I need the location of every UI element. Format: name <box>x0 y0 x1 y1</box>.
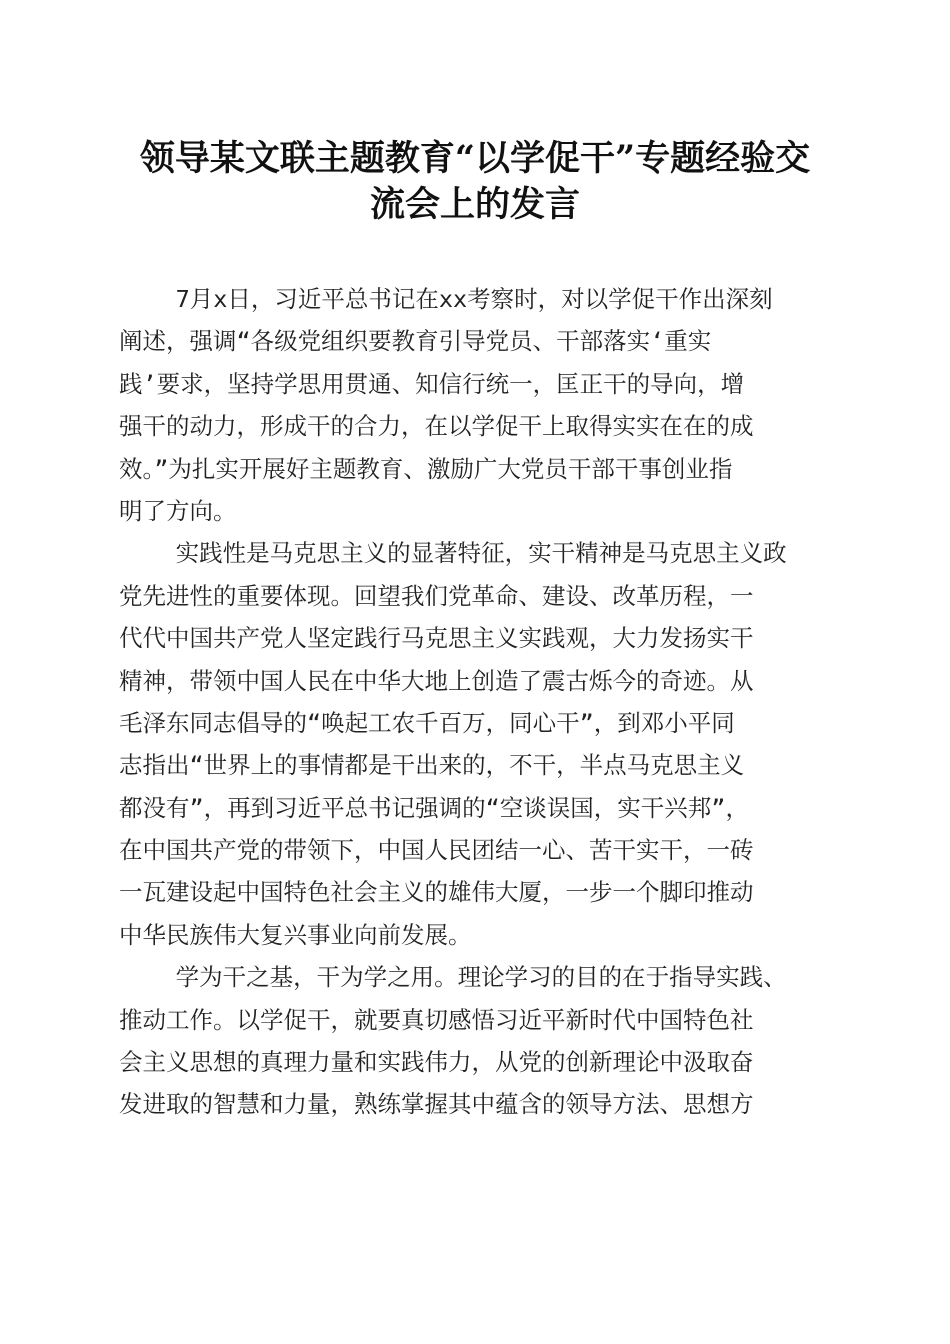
text-line: 7月x日，习近平总书记在xx考察时，对以学促干作出深刻 <box>119 285 773 313</box>
text-line: 学为干之基，干为学之用。理论学习的目的在于指导实践、 <box>119 963 787 992</box>
text-line: 代代中国共产党人坚定践行马克思主义实践观，大力发扬实干 <box>119 624 754 653</box>
text-line: 毛泽东同志倡导的“唤起工农千百万，同心干”，到邓小平同 <box>119 708 735 737</box>
text-line: 践’要求，坚持学思用贯通、知信行统一，匡正干的导向，增 <box>119 369 745 398</box>
text-line: 都没有”，再到习近平总书记强调的“空谈误国，实干兴邦”， <box>119 793 749 822</box>
text-line: 发进取的智慧和力量，熟练掌握其中蕴含的领导方法、思想方 <box>119 1090 754 1119</box>
text-line: 阐述，强调“各级党组织要教育引导党员、干部落实‘重实 <box>119 327 712 356</box>
text-line: 精神，带领中国人民在中华大地上创造了震古烁今的奇迹。从 <box>119 666 754 695</box>
text-line: 党先进性的重要体现。回望我们党革命、建设、改革历程，一 <box>119 581 754 610</box>
title-line: 流会上的发言 <box>369 184 580 225</box>
text-line: 强干的动力，形成干的合力，在以学促干上取得实实在在的成 <box>119 412 754 441</box>
text-line: 实践性是马克思主义的显著特征，实干精神是马克思主义政 <box>119 539 787 568</box>
text-line: 效。”为扎实开展好主题教育、激励广大党员干部干事创业指 <box>119 454 733 483</box>
document-title <box>100 136 850 228</box>
title-line: 领导某文联主题教育“以学促干”专题经验交 <box>139 138 811 179</box>
text-line: 推动工作。以学促干，就要真切感悟习近平新时代中国特色社 <box>119 1005 754 1034</box>
paragraph-2 <box>119 532 831 956</box>
text-line: 志指出“世界上的事情都是干出来的，不干，半点马克思主义 <box>119 751 745 780</box>
paragraph-3 <box>119 956 831 1126</box>
text-line: 中华民族伟大复兴事业向前发展。 <box>119 920 472 949</box>
document-body <box>119 278 831 1126</box>
text-line: 明了方向。 <box>119 496 237 525</box>
text-line: 会主义思想的真理力量和实践伟力，从党的创新理论中汲取奋 <box>119 1048 754 1077</box>
text-line: 在中国共产党的带领下，中国人民团结一心、苦干实干，一砖 <box>119 836 754 865</box>
text-line: 一瓦建设起中国特色社会主义的雄伟大厦，一步一个脚印推动 <box>119 878 754 907</box>
paragraph-1 <box>119 278 831 532</box>
